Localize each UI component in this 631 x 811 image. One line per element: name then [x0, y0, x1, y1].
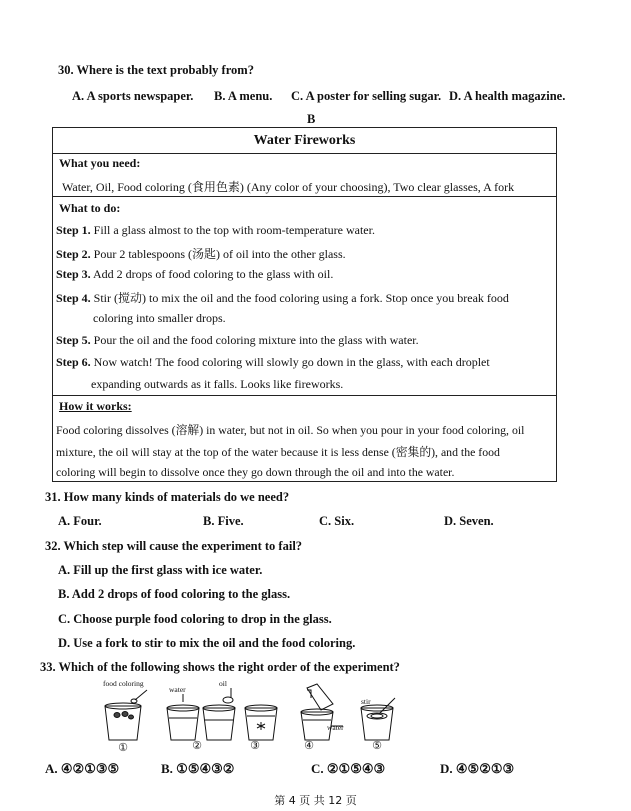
step-5 [56, 333, 419, 348]
figure-num-3: ③ [250, 740, 260, 752]
experiment-figure [95, 678, 425, 753]
figure-num-4: ④ [304, 740, 314, 752]
q31-option-c: C. Six. [319, 514, 355, 528]
divider [53, 196, 556, 197]
step-text: Pour the oil and the food coloring mixture into the glass with water. [93, 333, 419, 347]
q33-option-a: A. ④②①③⑤ [45, 761, 120, 776]
figure-num-2: ② [192, 740, 202, 752]
step-text: Add 2 drops of food coloring to the glass with oil. [93, 267, 334, 281]
label-water-2: water [327, 723, 344, 732]
pour-cup-icon [307, 684, 333, 710]
q30-question: 30. Where is the text probably from? [58, 63, 254, 77]
q33-option-c: C. ②①⑤④③ [311, 761, 386, 776]
q33-option-d: D. ④⑤②①③ [440, 761, 515, 776]
cup-2-water-icon [167, 694, 199, 740]
step-text: Stir (搅动) to mix the oil and the food coloring using a fork. Stop once you break food [93, 291, 509, 305]
step-4 [56, 289, 509, 306]
q31-option-b: B. Five. [203, 514, 244, 528]
step-6-cont: expanding outwards as it falls. Looks like fireworks. [91, 377, 344, 391]
step-6 [56, 355, 490, 370]
passage-title: Water Fireworks [253, 133, 356, 148]
need-text: Water, Oil, Food coloring (食用色素) (Any color of your choosing), Two clear glasses, A fork [62, 180, 515, 194]
q33-question: 33. Which of the following shows the right order of the experiment? [40, 660, 400, 674]
q32-option-a: A. Fill up the first glass with ice water. [58, 563, 263, 577]
how-line: Food coloring dissolves (溶解) in water, but not in oil. So when you pour in your food coloring, oil [56, 423, 525, 437]
label-food-coloring: food coloring [103, 679, 144, 688]
q31-option-d: D. Seven. [444, 514, 494, 528]
todo-heading: What to do: [59, 201, 121, 215]
cup-4-fireworks-icon [245, 705, 277, 740]
figure-num-5: ⑤ [372, 740, 382, 752]
divider [53, 153, 556, 154]
how-line: coloring will begin to dissolve once they go down through the oil and into the water. [56, 465, 455, 479]
step-label: Step 3. [56, 267, 91, 281]
q32-question: 32. Which step will cause the experiment to fail? [45, 539, 303, 553]
need-heading: What you need: [59, 156, 141, 170]
q30-option-a: A. A sports newspaper. [72, 89, 194, 103]
label-water: water [169, 685, 186, 694]
step-label: Step 2. [56, 247, 91, 261]
q30-option-d: D. A health magazine. [449, 89, 566, 103]
passage-box [52, 127, 557, 482]
q32-option-c: C. Choose purple food coloring to drop in the glass. [58, 612, 332, 626]
step-label: Step 4. [56, 291, 91, 305]
q32-option-b: B. Add 2 drops of food coloring to the glass. [58, 587, 291, 601]
q32-option-d: D. Use a fork to stir to mix the oil and the food coloring. [58, 636, 356, 650]
label-stir: stir [361, 697, 371, 706]
step-text: Pour 2 tablespoons (汤匙) of oil into the other glass. [93, 247, 346, 261]
step-4-cont: coloring into smaller drops. [93, 311, 226, 325]
step-label: Step 6. [56, 355, 91, 369]
figure-num-1: ① [118, 742, 128, 753]
q33-option-b: B. ①⑤④③② [161, 761, 235, 776]
q30-option-b: B. A menu. [214, 89, 273, 103]
cup-1-food-coloring-icon [105, 690, 147, 740]
step-2 [56, 245, 346, 262]
step-text: Fill a glass almost to the top with room-temperature water. [93, 223, 375, 237]
page-footer: 第 4 页 共 12 页 [274, 794, 357, 807]
step-label: Step 5. [56, 333, 91, 347]
q31-option-a: A. Four. [58, 514, 102, 528]
q31-question: 31. How many kinds of materials do we need? [45, 490, 290, 504]
step-label: Step 1. [56, 223, 91, 237]
how-line: mixture, the oil will stay at the top of the water because it is less dense (密集的), and the food [56, 445, 500, 459]
step-3 [56, 267, 333, 282]
how-heading: How it works: [59, 399, 132, 413]
label-oil: oil [219, 679, 227, 688]
cup-3-oil-icon [203, 688, 235, 740]
section-letter: B [307, 112, 316, 126]
step-1 [56, 223, 375, 238]
q30-option-c: C. A poster for selling sugar. [291, 89, 442, 103]
step-text: Now watch! The food coloring will slowly go down in the glass, with each droplet [93, 355, 490, 369]
divider [53, 395, 556, 396]
